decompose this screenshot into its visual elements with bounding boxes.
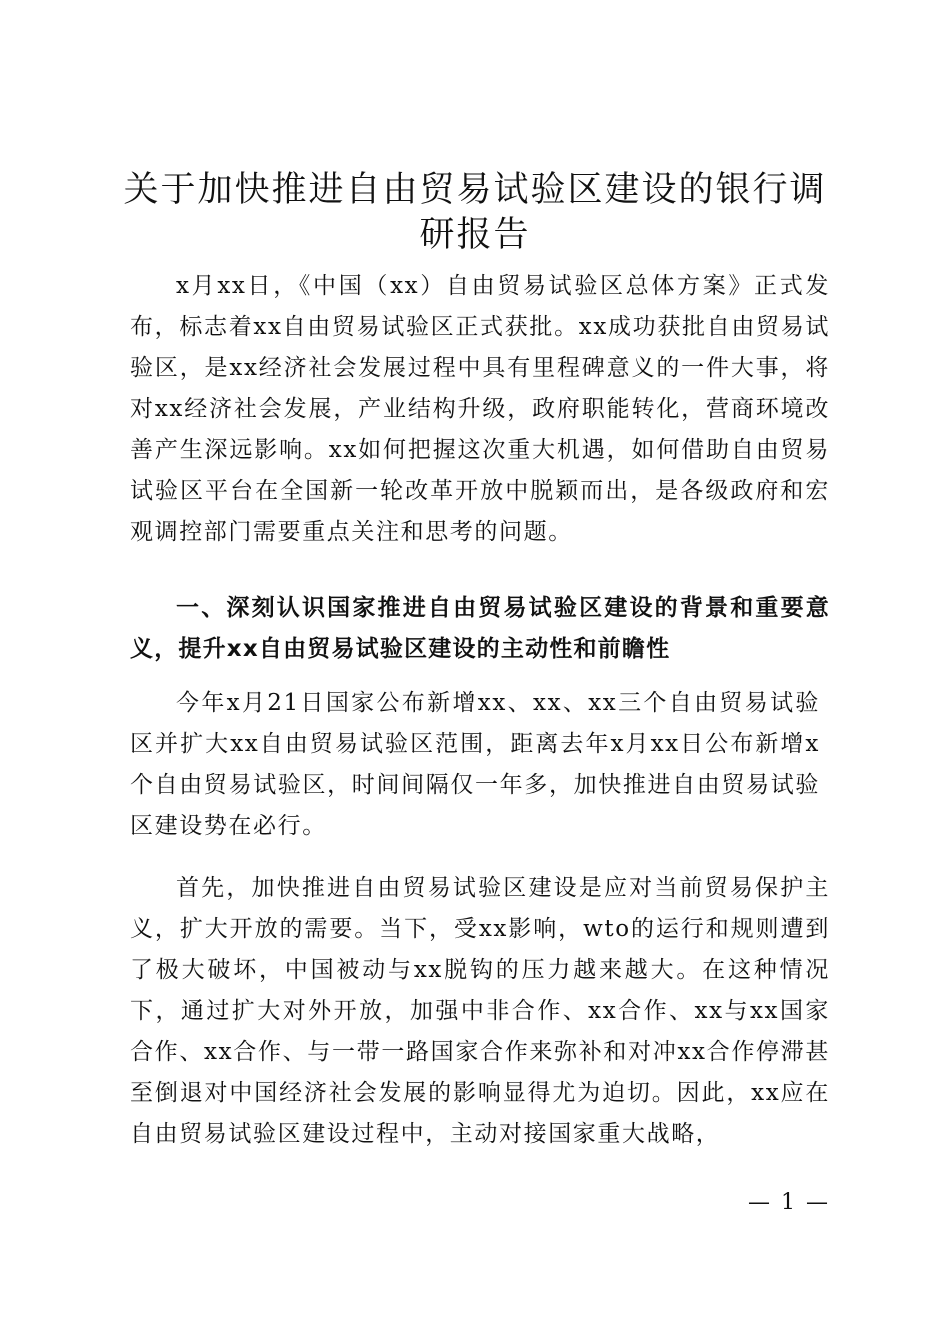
page-number: — 1 —: [748, 1190, 830, 1215]
section-paragraph-2: 首先，加快推进自由贸易试验区建设是应对当前贸易保护主义，扩大开放的需要。当下，受xx影响，wto的运行和规则遭到了极大破坏，中国被动与xx脱钩的压力越来越大。在这种情况下，通过扩大对外开放，加强中非合作、xx合作、xx与xx国家合作、xx合作、与一带一路国家合作来弥补和对冲xx合作停滞甚至倒退对中国经济社会发展的影响显得尤为迫切。因此，xx应在自由贸易试验区建设过程中，主动对接国家重大战略，: [130, 875, 830, 1147]
section-heading-1: 一、深刻认识国家推进自由贸易试验区建设的背景和重要意义，提升xx自由贸易试验区建设的主动性和前瞻性: [130, 595, 830, 662]
document-title: 关于加快推进自由贸易试验区建设的银行调研报告: [123, 170, 827, 255]
section-paragraph-1: 今年x月21日国家公布新增xx、xx、xx三个自由贸易试验区并扩大xx自由贸易试验区范围，距离去年x月xx日公布新增x个自由贸易试验区，时间间隔仅一年多，加快推进自由贸易试验区建设势在必行。: [130, 690, 820, 839]
intro-paragraph: x月xx日，《中国（xx）自由贸易试验区总体方案》正式发布，标志着xx自由贸易试验区正式获批。xx成功获批自由贸易试验区，是xx经济社会发展过程中具有里程碑意义的一件大事，将对xx经济社会发展，产业结构升级，政府职能转化，营商环境改善产生深远影响。xx如何把握这次重大机遇，如何借助自由贸易试验区平台在全国新一轮改革开放中脱颖而出，是各级政府和宏观调控部门需要重点关注和思考的问题。: [130, 273, 830, 545]
